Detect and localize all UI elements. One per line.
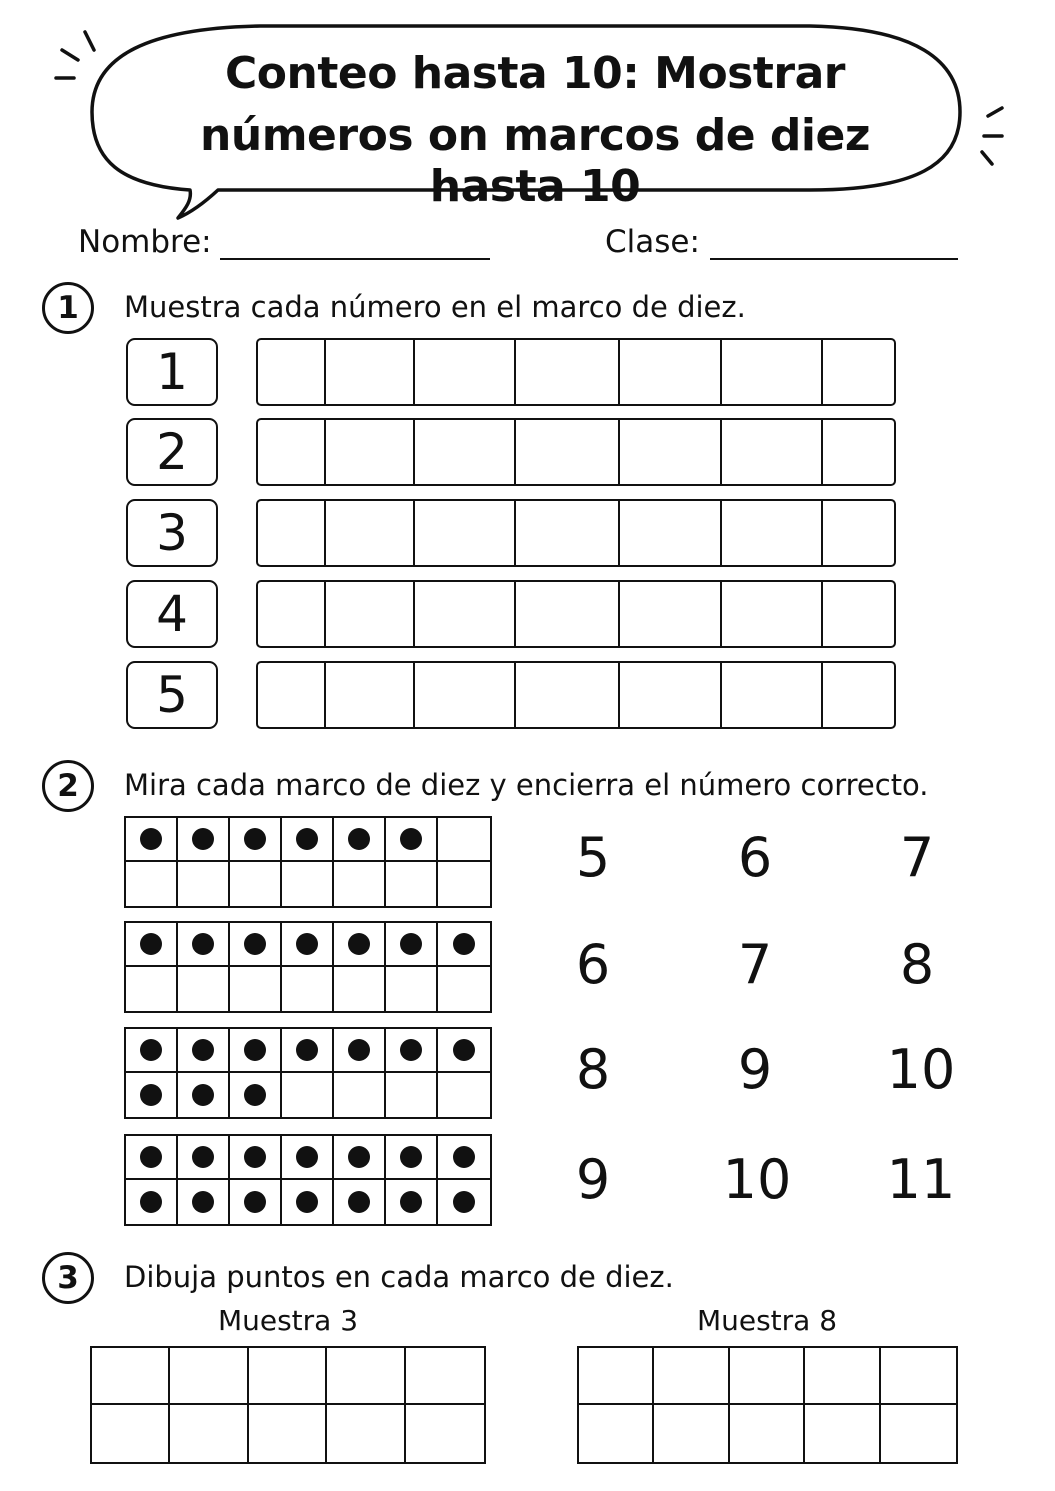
- dot-frame-cell: [178, 818, 230, 862]
- ten-frame-cell[interactable]: [620, 501, 722, 565]
- ten-frame-cell[interactable]: [415, 582, 516, 646]
- counter-dot: [192, 1191, 214, 1213]
- dot-frame-cell: [126, 1136, 178, 1180]
- dot-frame-cell: [178, 1073, 230, 1117]
- section-1-instruction: Muestra cada número en el marco de diez.: [124, 290, 746, 324]
- dot-frame-cell: [334, 923, 386, 967]
- draw-cell[interactable]: [406, 1348, 484, 1405]
- ten-frame-cell[interactable]: [722, 663, 823, 727]
- dot-frame-cell: [230, 818, 282, 862]
- name-label: Nombre:: [78, 224, 212, 260]
- dot-frame-cell: [178, 862, 230, 906]
- draw-cell[interactable]: [654, 1348, 729, 1405]
- dot-frame-cell: [282, 1029, 334, 1073]
- ten-frame-cell[interactable]: [823, 501, 894, 565]
- counter-dot: [348, 1039, 370, 1061]
- draw-cell[interactable]: [730, 1405, 805, 1462]
- ten-frame-cell[interactable]: [516, 340, 619, 404]
- section-2-instruction: Mira cada marco de diez y encierra el número correcto.: [124, 768, 929, 802]
- ten-frame-cell[interactable]: [326, 420, 415, 484]
- choice-option[interactable]: 11: [886, 1148, 956, 1211]
- ten-frame-cell[interactable]: [516, 420, 619, 484]
- dot-frame-cell: [230, 1029, 282, 1073]
- counter-dot: [192, 1039, 214, 1061]
- number-box-5: 5: [126, 661, 218, 729]
- dot-frame-cell: [178, 1029, 230, 1073]
- draw-cell[interactable]: [579, 1405, 654, 1462]
- dot-frame-cell: [386, 1136, 438, 1180]
- dot-frame-cell: [438, 1136, 490, 1180]
- dot-frame-cell: [438, 818, 490, 862]
- class-label: Clase:: [605, 224, 700, 260]
- dot-frame-cell: [334, 967, 386, 1011]
- ten-frame-cell[interactable]: [258, 501, 326, 565]
- dot-frame-cell: [178, 967, 230, 1011]
- dot-frame-cell: [178, 923, 230, 967]
- counter-dot: [348, 1146, 370, 1168]
- ten-frame-row-1[interactable]: [256, 338, 896, 406]
- ten-frame-cell[interactable]: [326, 340, 415, 404]
- ten-frame-cell[interactable]: [823, 420, 894, 484]
- draw-ten-frame-2[interactable]: [577, 1346, 958, 1464]
- dot-frame-cell: [334, 862, 386, 906]
- number-box-2: 2: [126, 418, 218, 486]
- counter-dot: [348, 933, 370, 955]
- draw-cell[interactable]: [327, 1405, 405, 1462]
- ten-frame-cell[interactable]: [620, 582, 722, 646]
- choice-option[interactable]: 10: [722, 1148, 792, 1211]
- counter-dot: [453, 1146, 475, 1168]
- counter-dot: [192, 1146, 214, 1168]
- dot-frame-cell: [230, 862, 282, 906]
- number-box-1: 1: [126, 338, 218, 406]
- dot-frame-cell: [386, 818, 438, 862]
- ten-frame-cell[interactable]: [326, 582, 415, 646]
- draw-ten-frame-1[interactable]: [90, 1346, 486, 1464]
- counter-dot: [140, 1146, 162, 1168]
- ten-frame-cell[interactable]: [620, 420, 722, 484]
- ten-frame-cell[interactable]: [823, 582, 894, 646]
- ten-frame-cell[interactable]: [415, 340, 516, 404]
- counter-dot: [140, 828, 162, 850]
- dot-frame-cell: [438, 923, 490, 967]
- dot-frame-cell: [230, 1073, 282, 1117]
- ten-frame-cell[interactable]: [722, 501, 823, 565]
- number-box-4: 4: [126, 580, 218, 648]
- dot-frame-cell: [386, 1029, 438, 1073]
- draw-cell[interactable]: [730, 1348, 805, 1405]
- dot-frame-cell: [282, 1180, 334, 1224]
- draw-cell[interactable]: [327, 1348, 405, 1405]
- draw-cell[interactable]: [249, 1405, 327, 1462]
- dot-frame-cell: [386, 967, 438, 1011]
- ten-frame-cell[interactable]: [415, 663, 516, 727]
- counter-dot: [400, 1039, 422, 1061]
- ten-frame-cell[interactable]: [415, 420, 516, 484]
- emphasis-marks-left: [56, 32, 94, 78]
- ten-frame-cell[interactable]: [722, 420, 823, 484]
- ten-frame-cell[interactable]: [620, 340, 722, 404]
- counter-dot: [296, 1039, 318, 1061]
- ten-frame-cell[interactable]: [258, 582, 326, 646]
- emphasis-marks-right: [982, 108, 1002, 164]
- ten-frame-cell[interactable]: [722, 582, 823, 646]
- dot-frame-cell: [282, 923, 334, 967]
- choice-option[interactable]: 7: [737, 933, 773, 996]
- dot-frame-cell: [178, 1136, 230, 1180]
- counter-dot: [400, 933, 422, 955]
- counter-dot: [140, 1084, 162, 1106]
- counter-dot: [140, 933, 162, 955]
- counter-dot: [192, 828, 214, 850]
- dot-frame-cell: [282, 967, 334, 1011]
- ten-frame-cell[interactable]: [722, 340, 823, 404]
- counter-dot: [400, 828, 422, 850]
- counter-dot: [244, 828, 266, 850]
- draw-cell[interactable]: [881, 1405, 956, 1462]
- dot-frame-cell: [438, 862, 490, 906]
- ten-frame-cell[interactable]: [823, 340, 894, 404]
- choice-option[interactable]: 6: [737, 826, 773, 889]
- dot-frame-4: [124, 1134, 492, 1226]
- question-number-2: 2: [42, 760, 94, 812]
- draw-cell[interactable]: [805, 1348, 880, 1405]
- ten-frame-cell[interactable]: [326, 501, 415, 565]
- dot-frame-cell: [230, 1136, 282, 1180]
- dot-frame-cell: [282, 1136, 334, 1180]
- counter-dot: [244, 1191, 266, 1213]
- choice-option[interactable]: 10: [886, 1038, 956, 1101]
- choice-option[interactable]: 8: [575, 1038, 611, 1101]
- counter-dot: [296, 933, 318, 955]
- draw-cell[interactable]: [170, 1348, 248, 1405]
- ten-frame-cell[interactable]: [326, 663, 415, 727]
- ten-frame-cell[interactable]: [415, 501, 516, 565]
- dot-frame-cell: [438, 1180, 490, 1224]
- choice-option[interactable]: 6: [575, 933, 611, 996]
- counter-dot: [296, 1146, 318, 1168]
- question-number-1: 1: [42, 282, 94, 334]
- counter-dot: [348, 828, 370, 850]
- section-3-instruction: Dibuja puntos en cada marco de diez.: [124, 1260, 674, 1294]
- counter-dot: [140, 1039, 162, 1061]
- ten-frame-cell[interactable]: [620, 663, 722, 727]
- draw-cell[interactable]: [805, 1405, 880, 1462]
- draw-cell[interactable]: [249, 1348, 327, 1405]
- dot-frame-cell: [334, 1029, 386, 1073]
- counter-dot: [244, 1146, 266, 1168]
- ten-frame-row-2[interactable]: [256, 418, 896, 486]
- ten-frame-cell[interactable]: [258, 663, 326, 727]
- dot-frame-cell: [386, 862, 438, 906]
- ten-frame-cell[interactable]: [258, 420, 326, 484]
- dot-frame-cell: [282, 1073, 334, 1117]
- draw-cell[interactable]: [654, 1405, 729, 1462]
- choice-option[interactable]: 9: [737, 1038, 773, 1101]
- ten-frame-cell[interactable]: [516, 663, 619, 727]
- dot-frame-cell: [126, 967, 178, 1011]
- dot-frame-cell: [126, 862, 178, 906]
- ten-frame-row-4[interactable]: [256, 580, 896, 648]
- choice-option[interactable]: 9: [575, 1148, 611, 1211]
- choice-option[interactable]: 8: [899, 933, 935, 996]
- counter-dot: [400, 1146, 422, 1168]
- dot-frame-cell: [282, 818, 334, 862]
- dot-frame-cell: [438, 967, 490, 1011]
- draw-cell[interactable]: [579, 1348, 654, 1405]
- ten-frame-row-5[interactable]: [256, 661, 896, 729]
- counter-dot: [453, 1191, 475, 1213]
- choice-option[interactable]: 5: [575, 826, 611, 889]
- draw-cell[interactable]: [881, 1348, 956, 1405]
- dot-frame-3: [124, 1027, 492, 1119]
- ten-frame-cell[interactable]: [516, 501, 619, 565]
- dot-frame-cell: [438, 1029, 490, 1073]
- dot-frame-cell: [230, 967, 282, 1011]
- ten-frame-cell[interactable]: [516, 582, 619, 646]
- ten-frame-cell[interactable]: [258, 340, 326, 404]
- counter-dot: [244, 1084, 266, 1106]
- dot-frame-cell: [334, 1180, 386, 1224]
- draw-cell[interactable]: [406, 1405, 484, 1462]
- counter-dot: [453, 933, 475, 955]
- counter-dot: [296, 1191, 318, 1213]
- dot-frame-cell: [334, 1073, 386, 1117]
- draw-cell[interactable]: [170, 1405, 248, 1462]
- dot-frame-cell: [230, 923, 282, 967]
- counter-dot: [348, 1191, 370, 1213]
- dot-frame-1: [124, 816, 492, 908]
- counter-dot: [140, 1191, 162, 1213]
- sample-label-1: Muestra 3: [217, 1304, 359, 1337]
- dot-frame-2: [124, 921, 492, 1013]
- counter-dot: [244, 933, 266, 955]
- sample-label-2: Muestra 8: [696, 1304, 838, 1337]
- counter-dot: [192, 1084, 214, 1106]
- draw-cell[interactable]: [92, 1405, 170, 1462]
- ten-frame-row-3[interactable]: [256, 499, 896, 567]
- dot-frame-cell: [178, 1180, 230, 1224]
- dot-frame-cell: [126, 818, 178, 862]
- counter-dot: [296, 828, 318, 850]
- dot-frame-cell: [438, 1073, 490, 1117]
- dot-frame-cell: [386, 923, 438, 967]
- number-box-3: 3: [126, 499, 218, 567]
- dot-frame-cell: [126, 1029, 178, 1073]
- page-title-line-1: Conteo hasta 10: Mostrar: [225, 48, 845, 99]
- counter-dot: [400, 1191, 422, 1213]
- dot-frame-cell: [126, 1180, 178, 1224]
- dot-frame-cell: [230, 1180, 282, 1224]
- dot-frame-cell: [334, 1136, 386, 1180]
- class-blank-line[interactable]: [710, 258, 958, 260]
- dot-frame-cell: [126, 1073, 178, 1117]
- question-number-3: 3: [42, 1252, 94, 1304]
- counter-dot: [192, 933, 214, 955]
- ten-frame-cell[interactable]: [823, 663, 894, 727]
- counter-dot: [453, 1039, 475, 1061]
- dot-frame-cell: [334, 818, 386, 862]
- name-blank-line[interactable]: [220, 258, 490, 260]
- counter-dot: [244, 1039, 266, 1061]
- page-title-line-2: números on marcos de diez hasta 10: [200, 110, 870, 212]
- dot-frame-cell: [126, 923, 178, 967]
- draw-cell[interactable]: [92, 1348, 170, 1405]
- dot-frame-cell: [282, 862, 334, 906]
- dot-frame-cell: [386, 1073, 438, 1117]
- dot-frame-cell: [386, 1180, 438, 1224]
- choice-option[interactable]: 7: [899, 826, 935, 889]
